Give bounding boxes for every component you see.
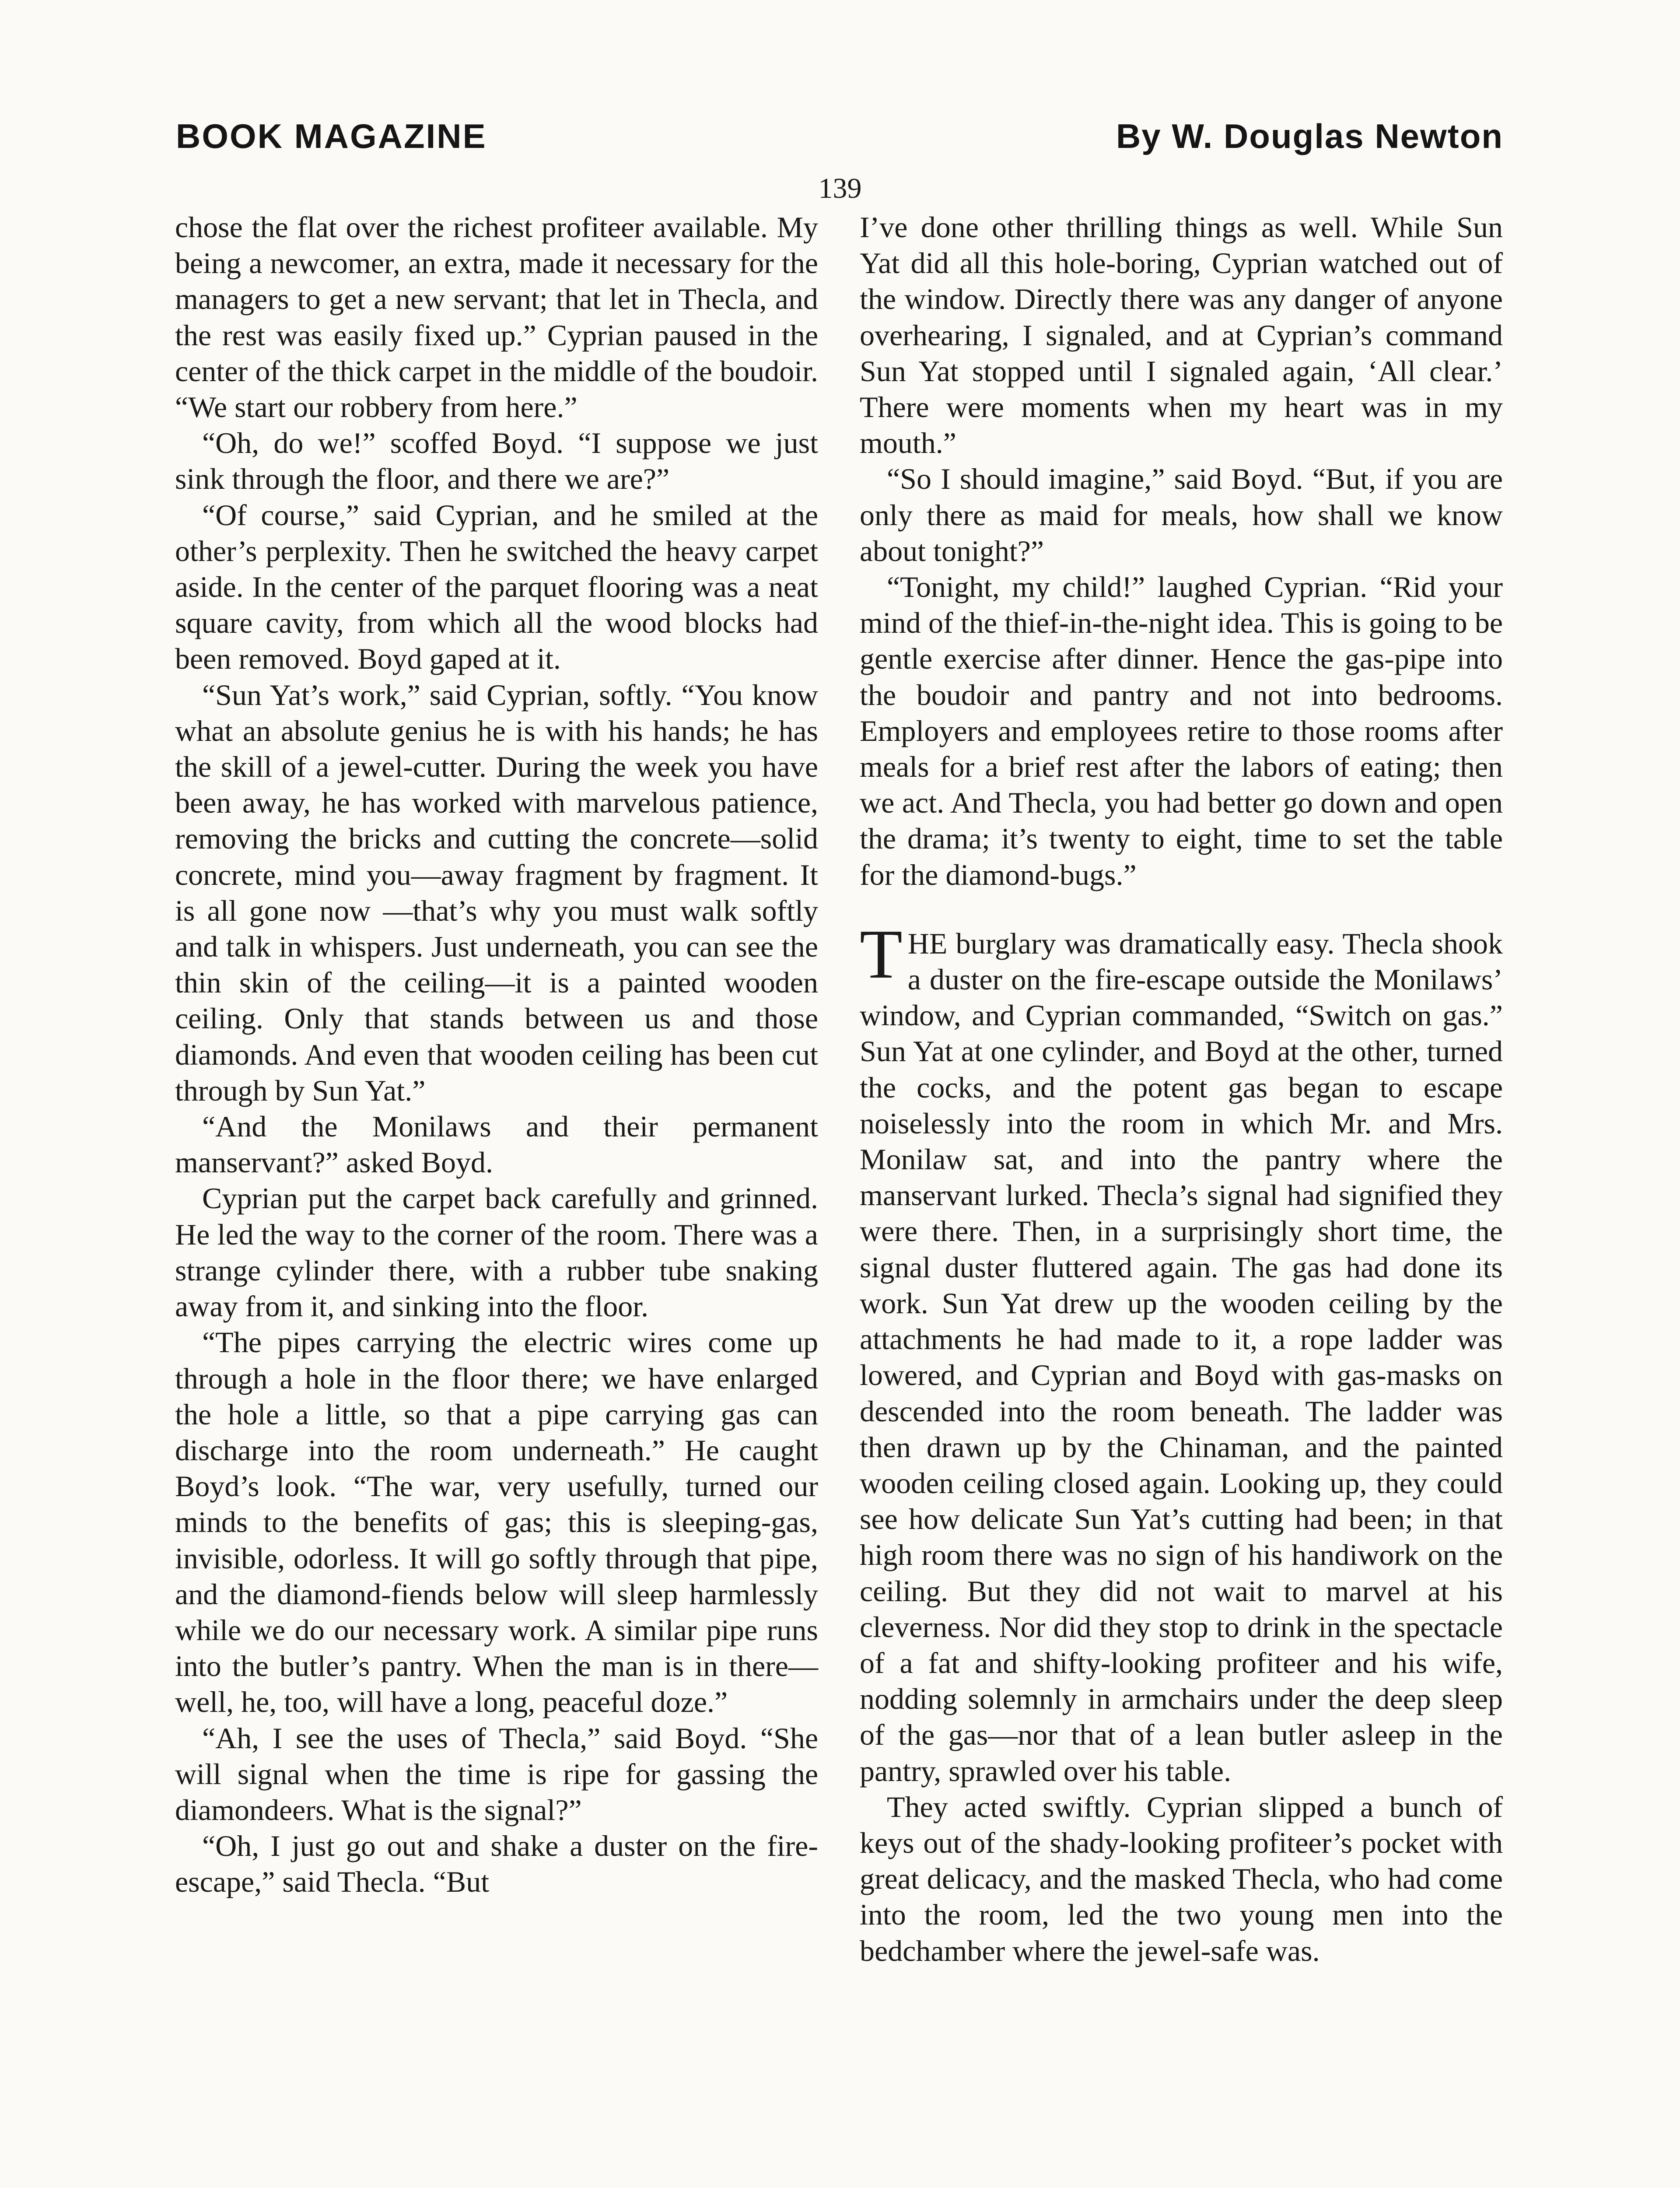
paragraph: “The pipes carrying the electric wires come up through a hole in the floor there; we have enlarged the hole a little, so that a pipe carrying gas can discharge into the room underneath.” He caught Boyd’s look. “The war, very usefully, turned our minds to the benefits of gas; this is sleeping-gas, invisible, odorless. It will go softly through that pipe, and the diamond-fiends below will sleep harmlessly while we do our necessary work. A similar pipe runs into the butler’s pantry. When the man is in there—well, he, too, will have a long, peaceful doze.” [175,1325,818,1719]
paragraph: “So I should imagine,” said Boyd. “But, if you are only there as maid for meals, how shall we know about tonight?” [860,462,1503,568]
paragraph: “Sun Yat’s work,” said Cyprian, softly. “You know what an absolute genius he is with his hands; he has the skill of a jewel-cutter. During the week you have been away, he has worked with marvelous patience, removing the bricks and cutting the concrete—solid concrete, mind you—away fragment by fragment. It is all gone now —that’s why you must walk softly and talk in whispers. Just underneath, you can see the thin skin of the ceiling—it is a painted wooden ceiling. Only that stands between us and those diamonds. And even that wooden ceiling has been cut through by Sun Yat.” [175,678,818,1107]
section-break [860,893,1503,926]
paragraph: “Oh, do we!” scoffed Boyd. “I suppose we just sink through the floor, and there we are?” [175,426,818,496]
left-column [175,209,818,1900]
paragraph: They acted swiftly. Cyprian slipped a bunch of keys out of the shady-looking profiteer’s pocket with great delicacy, and the masked Thecla, who had come into the room, led the two young men into the bedchamber where the jewel-safe was. [860,1790,1503,1967]
paragraph: “Oh, I just go out and shake a duster on the fire-escape,” said Thecla. “But [175,1829,818,1899]
section-opening-paragraph [860,915,1503,1789]
running-header-title: BOOK MAGAZINE [176,117,487,155]
paragraph: “Of course,” said Cyprian, and he smiled at the other’s perplexity. Then he switched the heavy carpet aside. In the center of the parquet flooring was a neat square cavity, from which all the wood blocks had been removed. Boyd gaped at it. [175,498,818,676]
paragraph: “Ah, I see the uses of Thecla,” said Boyd. “She will signal when the time is ripe for gassing the diamondeers. What is the signal?” [175,1721,818,1827]
section-opening-text: HE burglary was dramatically easy. Thecla shook a duster on the fire-escape outside the Monilaws’ window, and Cyprian commanded, “Switch on gas.” Sun Yat at one cylinder, and Boyd at the other, turned the cocks, and the potent gas began to escape noiselessly into the room in which Mr. and Mrs. Monilaw sat, and into the pantry where the manservant lurked. Thecla’s signal had signified they were there. Then, in a surprisingly short time, the signal duster fluttered again. The gas had done its work. Sun Yat drew up the wooden ceiling by the attachments he had made to it, a rope ladder was lowered, and Cyprian and Boyd with gas-masks on descended into the room beneath. The ladder was then drawn up by the Chinaman, and the painted wooden ceiling closed again. Looking up, they could see how delicate Sun Yat’s cutting had been; in that high room there was no sign of his handiwork on the ceiling. But they did not wait to marvel at his cleverness. Nor did they stop to drink in the spectacle of a fat and shifty-looking profiteer and his wife, nodding solemnly in armchairs under the deep sleep of the gas—nor that of a lean butler asleep in the pantry, sprawled over his table. [860,926,1503,1788]
page-number: 139 [818,172,862,204]
paragraph: I’ve done other thrilling things as well. While Sun Yat did all this hole-boring, Cyprian watched out of the window. Directly there was any danger of anyone overhearing, I signaled, and at Cyprian’s command Sun Yat stopped until I signaled again, ‘All clear.’ There were moments when my heart was in my mouth.” [860,210,1503,460]
paragraph: “Tonight, my child!” laughed Cyprian. “Rid your mind of the thief-in-the-night idea. This is going to be gentle exercise after dinner. Hence the gas-pipe into the boudoir and pantry and not into bedrooms. Employers and employees retire to those rooms after meals for a brief rest after the labors of eating; then we act. And Thecla, you had better go down and open the drama; it’s twenty to eight, time to set the table for the diamond-bugs.” [860,570,1503,891]
right-column [860,209,1503,1969]
running-header-author: By W. Douglas Newton [1116,117,1503,155]
drop-cap: T [860,915,903,993]
paragraph: chose the flat over the richest profiteer available. My being a newcomer, an extra, made it necessary for the managers to get a new servant; that let in Thecla, and the rest was easily fixed up.” Cyprian paused in the center of the thick carpet in the middle of the boudoir. “We start our robbery from here.” [175,210,818,424]
paragraph: Cyprian put the carpet back carefully and grinned. He led the way to the corner of the room. There was a strange cylinder there, with a rubber tube snaking away from it, and sinking into the floor. [175,1182,818,1323]
paragraph: “And the Monilaws and their permanent manservant?” asked Boyd. [175,1110,818,1179]
